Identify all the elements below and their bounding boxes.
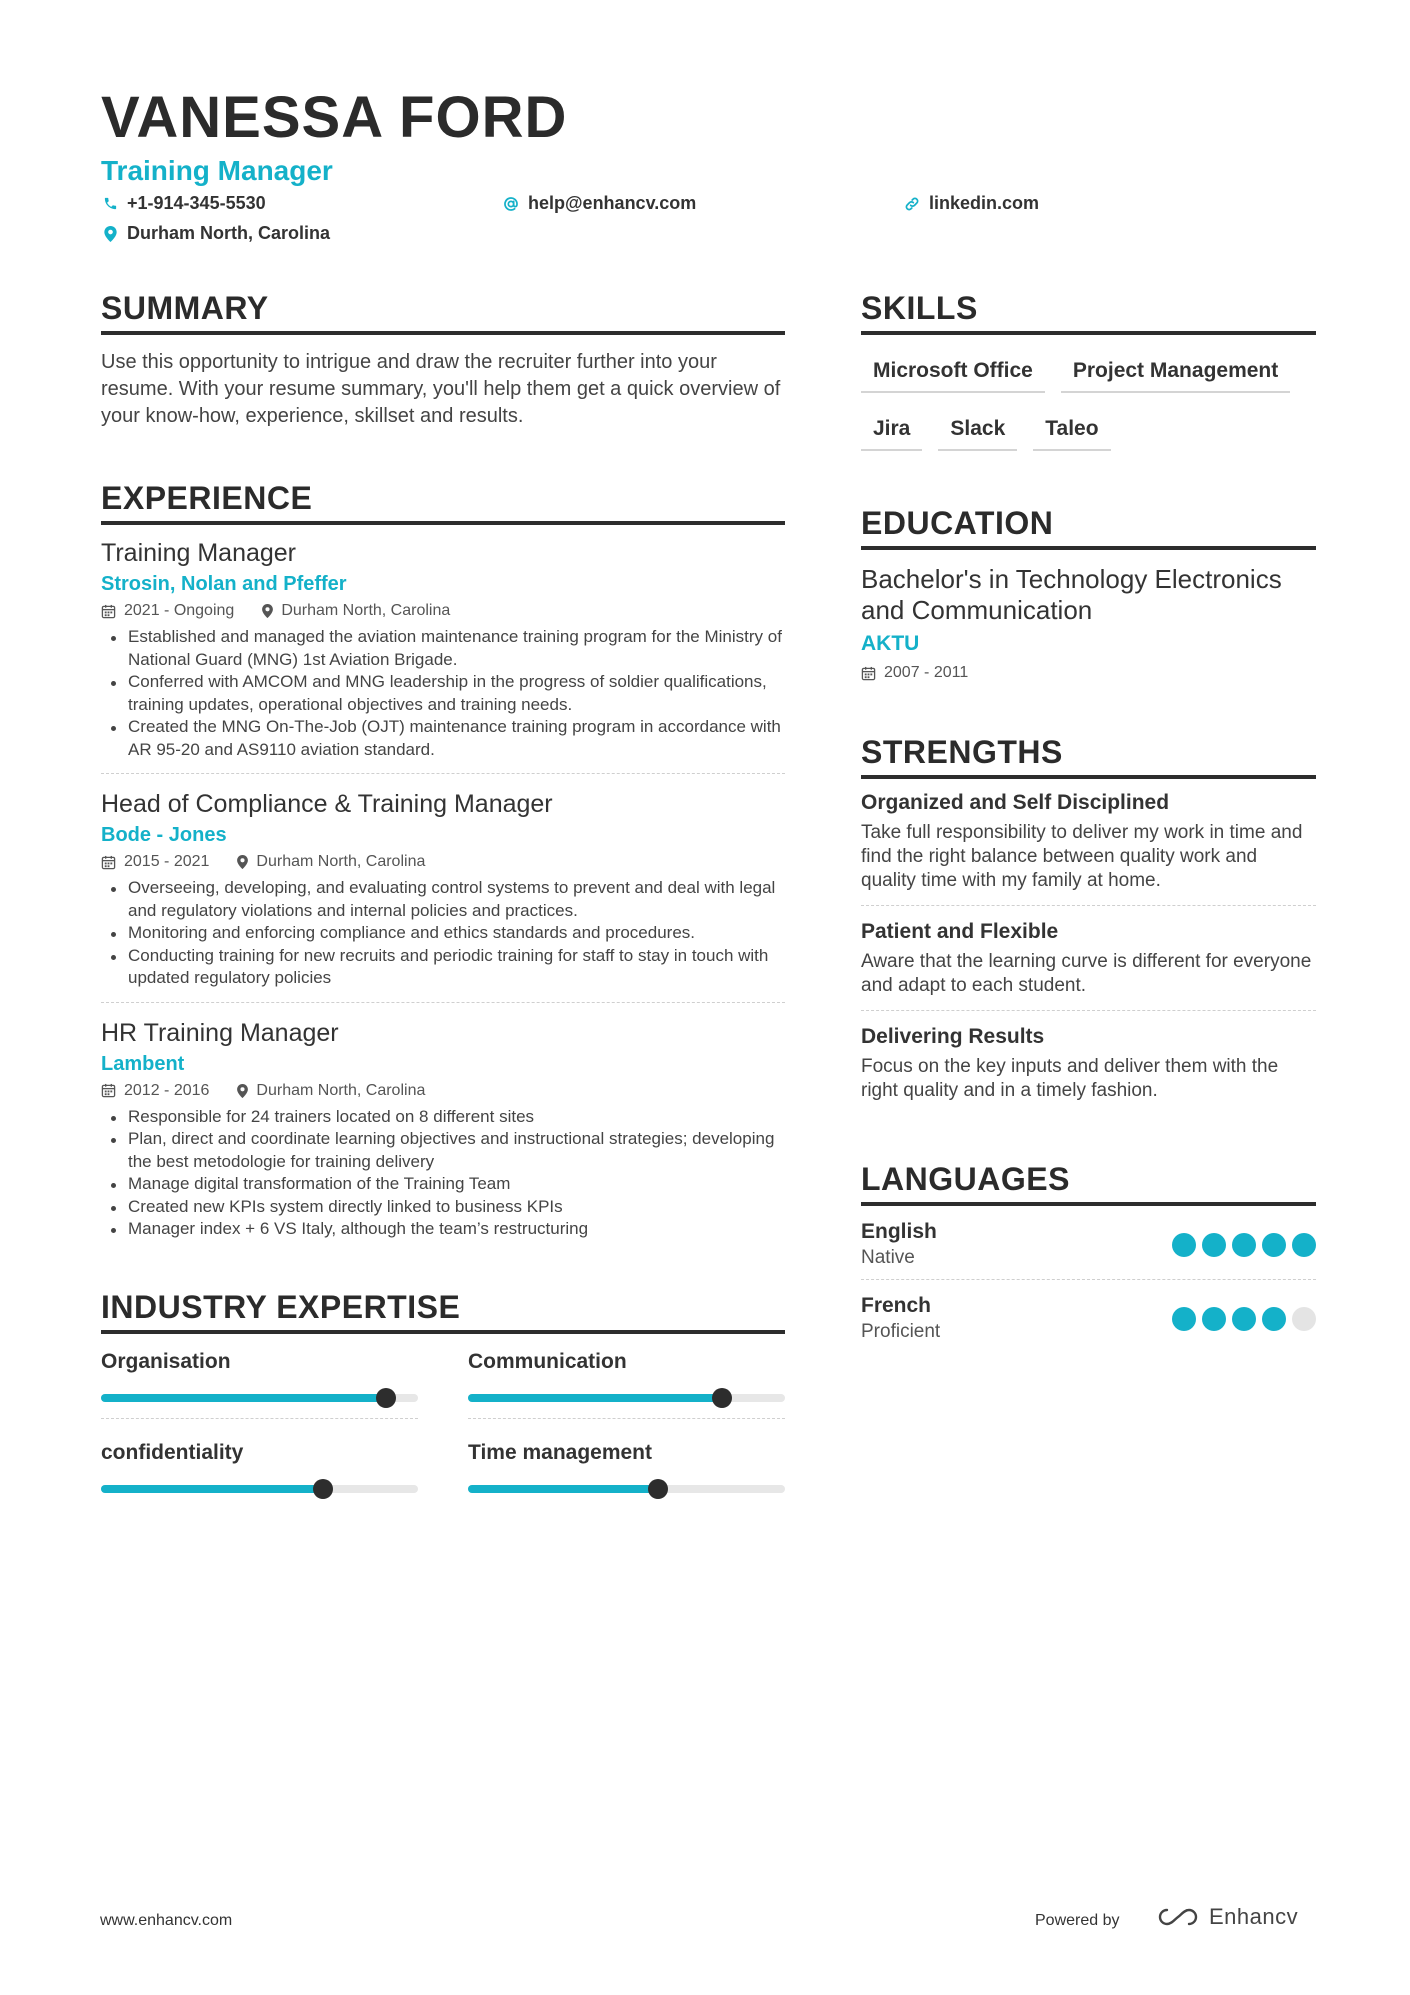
job-title: HR Training Manager [101,1018,339,1047]
bar-knob [376,1388,396,1408]
language-name: French [861,1294,932,1317]
bar-fill [101,1485,323,1493]
location-pin-icon [237,855,248,869]
strengths-title: STRENGTHS [861,734,1316,779]
job-title: Training Manager [101,539,297,567]
job-title: Head of Compliance & Training Manager [101,790,553,818]
contact-location [101,223,330,244]
bullet: Created new KPIs system directly linked to business KPIs [101,1196,785,1219]
expertise-label: Communication [468,1349,627,1373]
proficiency-dot-filled [1202,1307,1226,1331]
proficiency-dot-filled [1172,1233,1196,1257]
school: AKTU [861,632,920,655]
degree: Bachelor's in Technology Electronics and Communication [861,564,1282,625]
languages-title: LANGUAGES [861,1161,1316,1206]
skill-tag: Taleo [1033,407,1110,451]
job-location [262,602,450,620]
candidate-name: VANESSA FORD [101,85,568,150]
strength-item [861,1011,1316,1115]
strength-title: Delivering Results [861,1025,1045,1048]
location-pin-icon [262,604,273,618]
skill-tag: Microsoft Office [861,349,1045,393]
link-icon [903,195,921,213]
email-text: help@enhancv.com [528,193,697,213]
expertise-label: confidentiality [101,1440,244,1464]
languages-section [861,1161,1316,1353]
dates-text: 2012 - 2016 [124,1081,210,1099]
company-name: Lambent [101,1052,185,1075]
bar-knob [712,1388,732,1408]
bullet: Plan, direct and coordinate learning objectives and instructional strategies; developing the best metodologie for training delivery [101,1128,785,1173]
job-meta [101,853,785,871]
candidate-role: Training Manager [101,155,333,186]
job-location [237,1082,425,1100]
strength-item [861,779,1316,906]
skills-list [861,349,1316,465]
strength-desc: Focus on the key inputs and deliver them with the right quality and in a timely fashion. [861,1056,1279,1101]
strength-desc: Aware that the learning curve is different for everyone and adapt to each student. [861,951,1312,996]
calendar-icon [101,855,116,870]
experience-title: EXPERIENCE [101,480,785,525]
job-meta [101,1082,785,1100]
language-dots [1166,1233,1316,1257]
expertise-bar [101,1394,418,1402]
expertise-bar [101,1485,418,1493]
strengths-section [861,734,1316,1115]
at-icon [502,195,520,213]
proficiency-dot-filled [1232,1307,1256,1331]
contact-phone[interactable] [101,193,266,214]
experience-item [101,1003,785,1253]
calendar-icon [861,666,876,681]
location-text: Durham North, Carolina [256,1081,426,1099]
bullet: Established and managed the aviation maintenance training program for the Ministry of National Guard (MNG) 1st Aviation Brigade. [101,626,785,671]
job-dates [101,853,209,871]
strength-desc: Take full responsibility to deliver my work in time and find the right balance between quality work and quality time with my family at home. [861,822,1303,891]
experience-item [101,525,785,774]
bar-fill [468,1485,658,1493]
experience-item [101,774,785,1003]
skills-title: SKILLS [861,290,1316,335]
contact-email[interactable] [502,193,696,214]
bar-fill [468,1394,722,1402]
job-dates [101,602,234,620]
expertise-item [101,1344,418,1419]
strength-title: Patient and Flexible [861,920,1059,943]
expertise-grid [101,1344,785,1509]
company-name: Bode - Jones [101,824,227,846]
linkedin-text: linkedin.com [929,193,1040,213]
enhancv-logo-icon [1155,1906,1201,1928]
job-location [237,853,425,871]
education-section [861,505,1316,682]
skills-section [861,290,1316,465]
job-meta [101,602,785,620]
expertise-item [101,1419,418,1509]
dates-text: 2007 - 2011 [884,664,969,681]
bar-knob [648,1479,668,1499]
left-column [101,290,785,1509]
bullet: Responsible for 24 trainers located on 8 different sites [101,1106,785,1129]
skill-tag: Project Management [1061,349,1290,393]
contact-linkedin[interactable] [903,193,1039,214]
language-item [861,1280,1316,1353]
language-name: English [861,1220,937,1243]
strength-item [861,906,1316,1011]
right-column [861,290,1316,1353]
location-text: Durham North, Carolina [127,223,331,243]
education-title: EDUCATION [861,505,1316,550]
proficiency-dot-filled [1202,1233,1226,1257]
proficiency-dot-filled [1262,1307,1286,1331]
calendar-icon [101,604,116,619]
location-pin-icon [237,1084,248,1098]
summary-title: SUMMARY [101,290,785,335]
calendar-icon [101,1083,116,1098]
summary-section [101,290,785,430]
footer-url[interactable]: www.enhancv.com [100,1912,233,1929]
proficiency-dot-filled [1232,1233,1256,1257]
proficiency-dot-filled [1172,1307,1196,1331]
job-dates [101,1082,209,1100]
bar-fill [101,1394,386,1402]
expertise-bar [468,1485,785,1493]
experience-section [101,480,785,1253]
language-info [861,1294,940,1343]
language-dots [1166,1307,1316,1331]
bullet: Manage digital transformation of the Training Team [101,1173,785,1196]
language-level: Proficient [861,1321,941,1342]
proficiency-dot-filled [1292,1233,1316,1257]
bullet: Overseeing, developing, and evaluating control systems to prevent and deal with legal and regulatory violations and internal policies and practices. [101,877,785,922]
proficiency-dot-filled [1262,1233,1286,1257]
language-item [861,1206,1316,1280]
footer-brand [1155,1904,1298,1930]
proficiency-dot-empty [1292,1307,1316,1331]
job-bullets [101,626,785,761]
strength-title: Organized and Self Disciplined [861,791,1170,814]
bullet: Manager index + 6 VS Italy, although the team’s restructuring [101,1218,785,1241]
location-text: Durham North, Carolina [256,853,426,870]
language-level: Native [861,1247,915,1268]
location-pin-icon [101,225,119,243]
skill-tag: Slack [938,407,1017,451]
summary-text: Use this opportunity to intrigue and draw the recruiter further into your resume. With your resume summary, you'll help them get a quick overview of your know-how, experience, skillset and results. [101,351,781,427]
expertise-item [468,1419,785,1509]
brand-text: Enhancv [1209,1904,1299,1929]
dates-text: 2021 - Ongoing [124,602,235,619]
skill-tag: Jira [861,407,922,451]
footer-powered-label: Powered by [1035,1912,1120,1929]
language-info [861,1220,937,1269]
bullet: Conducting training for new recruits and periodic training for staff to stay in touch with updated regulatory policies [101,945,785,990]
expertise-bar [468,1394,785,1402]
bullet: Monitoring and enforcing compliance and ethics standards and procedures. [101,922,785,945]
company-name: Strosin, Nolan and Pfeffer [101,573,347,595]
job-bullets [101,1106,785,1241]
bullet: Created the MNG On-The-Job (OJT) maintenance training program in accordance with AR 95-20 and AS9110 aviation standard. [101,716,785,761]
expertise-label: Time management [468,1440,653,1464]
education-dates [861,664,1316,682]
phone-text: +1-914-345-5530 [127,193,266,213]
bullet: Conferred with AMCOM and MNG leadership in the progress of soldier qualifications, training updates, operational objectives and training needs. [101,671,785,716]
job-bullets [101,877,785,990]
bar-knob [313,1479,333,1499]
phone-icon [101,195,119,213]
expertise-title: INDUSTRY EXPERTISE [101,1289,785,1334]
expertise-item [468,1344,785,1419]
expertise-section [101,1289,785,1509]
location-text: Durham North, Carolina [281,602,451,619]
dates-text: 2015 - 2021 [124,853,210,870]
expertise-label: Organisation [101,1349,231,1373]
